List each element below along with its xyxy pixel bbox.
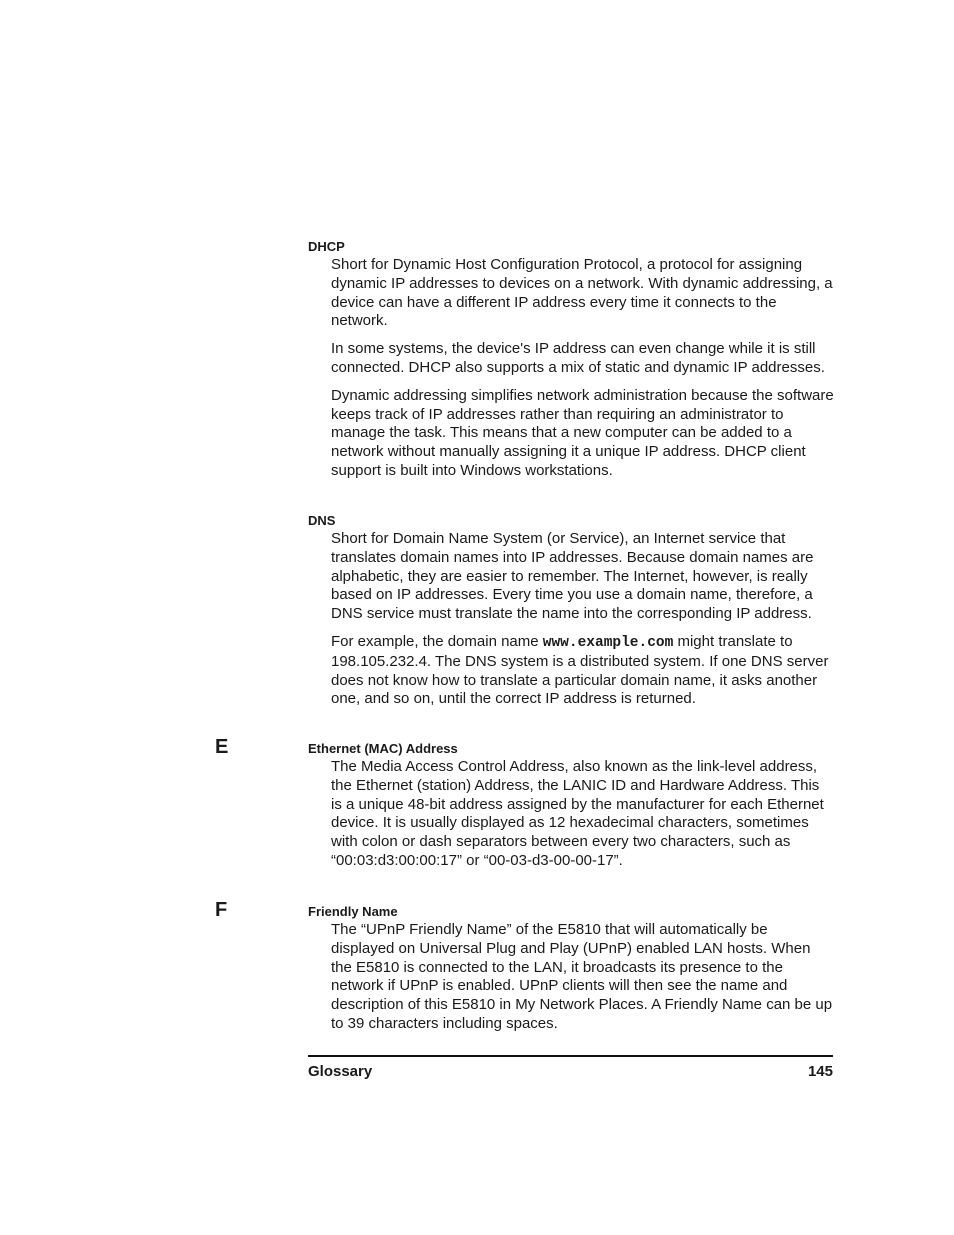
term-heading: DHCP xyxy=(308,239,345,254)
term-heading: Ethernet (MAC) Address xyxy=(308,741,458,756)
page-number: 145 xyxy=(807,1063,833,1080)
glossary-entry-dhcp xyxy=(308,238,834,481)
glossary-entry-dns xyxy=(308,512,834,709)
definition-paragraph: Dynamic addressing simplifies network administration because the software keeps track of IP addresses rather than requiring an administrator to manage the task. This means that a new computer can be added to a network without manually assigning it a unique IP address. DHCP client support is built into Windows workstations. xyxy=(331,386,834,479)
page-footer xyxy=(308,1063,833,1081)
definition-paragraph: The “UPnP Friendly Name” of the E5810 that will automatically be displayed on Universal Plug and Play (UPnP) enabled LAN hosts. When the E5810 is connected to the LAN, it broadcasts its presence to the network if UPnP is enabled. UPnP clients will then see the name and description of this E5810 in My Network Places. A Friendly Name can be up to 39 characters including spaces. xyxy=(331,921,833,1032)
section-letter-e: E xyxy=(215,736,229,758)
text-span: For example, the domain name xyxy=(331,632,543,650)
term-heading: Friendly Name xyxy=(308,904,398,919)
glossary-entry-friendly-name xyxy=(308,903,834,1034)
definition-paragraph: Short for Dynamic Host Configuration Protocol, a protocol for assigning dynamic IP addresses to devices on a network. With dynamic addressing, a device can have a different IP address every time it connects to the network. xyxy=(331,256,833,330)
term-heading: DNS xyxy=(308,513,336,528)
text-span: might translate to 198.105.232.4. The DNS system is a distributed system. If one DNS server does not know how to translate a particular domain name, it asks another one, and so on, until the correct IP address is returned. xyxy=(331,632,829,708)
glossary-entry-ethernet-mac-address xyxy=(308,740,834,871)
section-letter-f: F xyxy=(215,899,228,921)
footer-rule xyxy=(308,1055,833,1057)
definition-paragraph: In some systems, the device's IP address can even change while it is still connected. DHCP also supports a mix of static and dynamic IP addresses. xyxy=(331,340,825,376)
definition-paragraph xyxy=(331,633,834,709)
definition-paragraph: Short for Domain Name System (or Service), an Internet service that translates domain names into IP addresses. Because domain names are alphabetic, they are easier to remember. The Internet, however, is really based on IP addresses. Every time you use a domain name, therefore, a DNS service must translate the name into the corresponding IP address. xyxy=(331,530,814,623)
definition xyxy=(331,530,834,709)
footer-section-title: Glossary xyxy=(308,1063,373,1080)
domain-example-code: www.example.com xyxy=(542,634,674,651)
definition-paragraph: The Media Access Control Address, also known as the link-level address, the Ethernet (station) Address, the LANIC ID and Hardware Address. This is a unique 48-bit address assigned by the manufacturer for each Ethernet device. It is usually displayed as 12 hexadecimal characters, sometimes with colon or dash separators between every two characters, such as “00:03:d3:00:00:17” or “00-03-d3-00-00-17”. xyxy=(331,758,824,869)
definition xyxy=(331,758,834,871)
definition xyxy=(331,256,834,481)
definition xyxy=(331,921,834,1034)
